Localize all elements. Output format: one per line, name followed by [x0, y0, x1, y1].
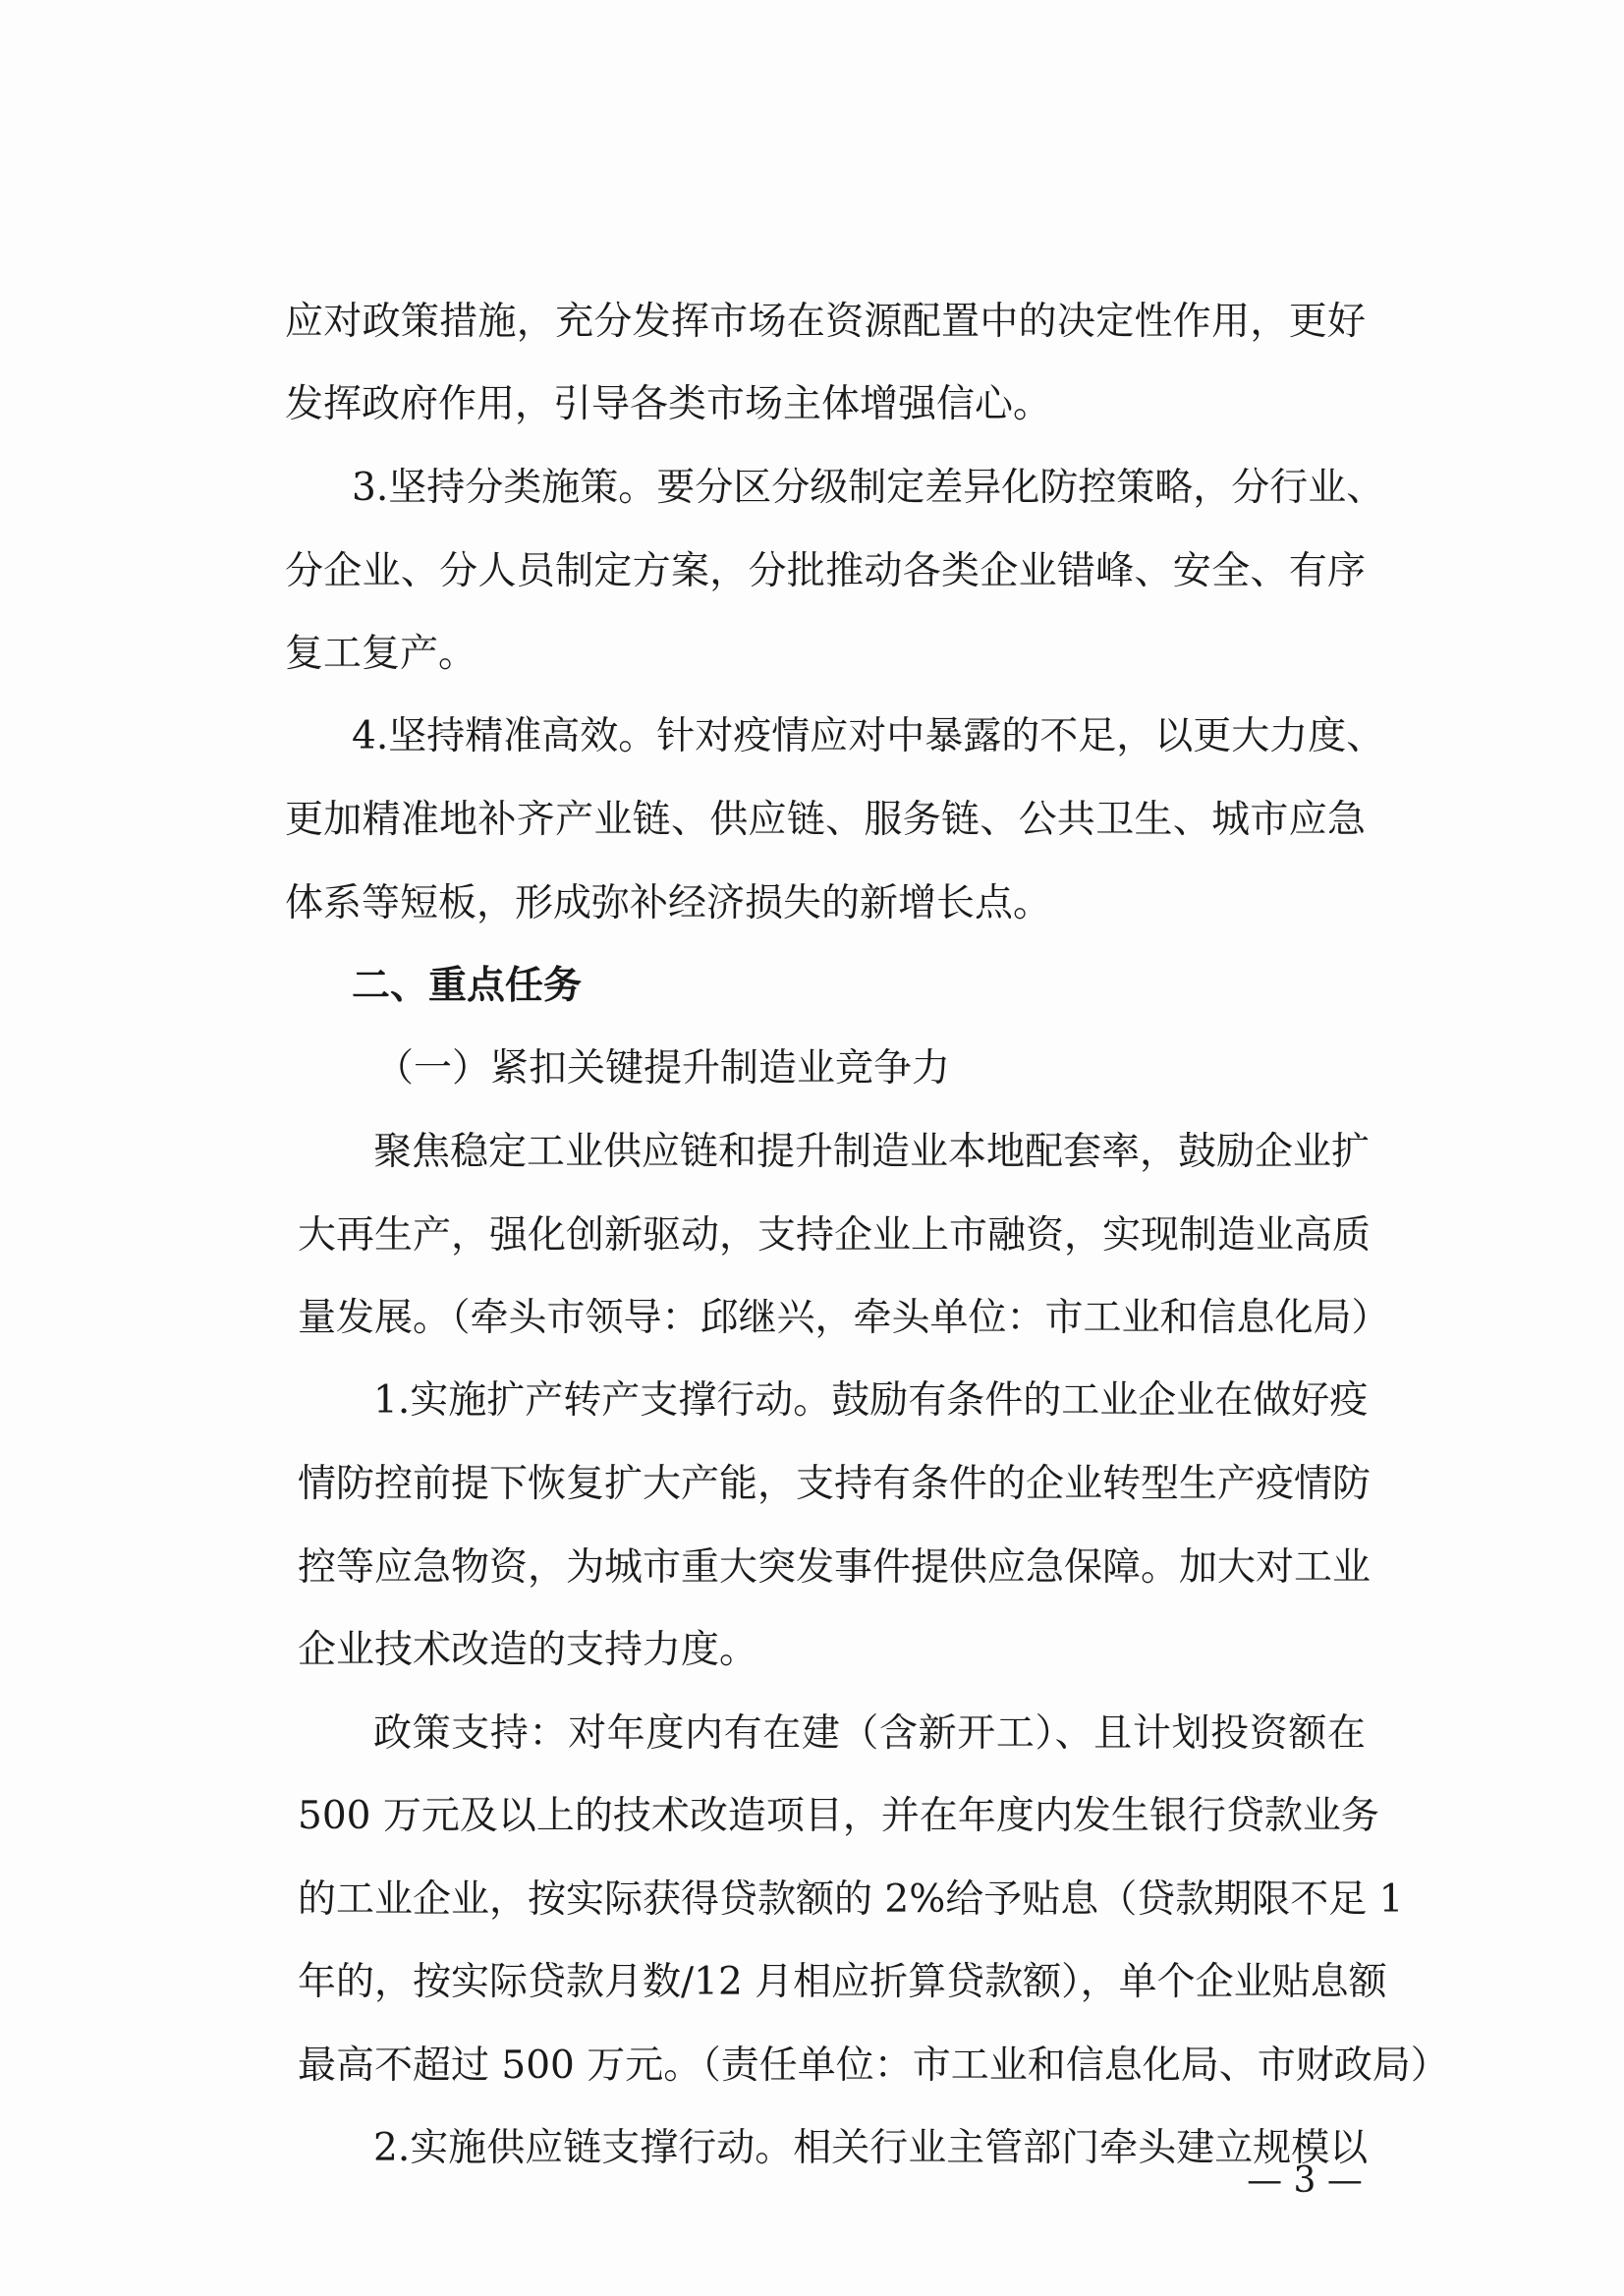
- text-line: 控等应急物资，为城市重大突发事件提供应急保障。加大对工业: [298, 1545, 1372, 1590]
- text-line: 发挥政府作用，引导各类市场主体增强信心。: [285, 382, 1052, 426]
- text-line: 最高不超过 500 万元。（责任单位：市工业和信息化局、市财政局）: [298, 2044, 1449, 2088]
- subsection-heading: （一）紧扣关键提升制造业竞争力: [375, 1046, 951, 1091]
- text-line: 企业技术改造的支持力度。: [298, 1628, 758, 1672]
- page-number: — 3 —: [1247, 2160, 1363, 2201]
- text-line: 的工业企业，按实际获得贷款额的 2%给予贴息（贷款期限不足 1: [298, 1877, 1404, 1922]
- text-line: 应对政策措施，充分发挥市场在资源配置中的决定性作用，更好: [285, 300, 1366, 344]
- text-line: 3.坚持分类施策。要分区分级制定差异化防控策略，分行业、: [352, 466, 1385, 510]
- text-line: 2.实施供应链支撑行动。相关行业主管部门牵头建立规模以: [373, 2126, 1369, 2170]
- text-line: 体系等短板，形成弥补经济损失的新增长点。: [285, 881, 1052, 925]
- text-line: 更加精准地补齐产业链、供应链、服务链、公共卫生、城市应急: [285, 798, 1366, 842]
- text-line: 情防控前提下恢复扩大产能，支持有条件的企业转型生产疫情防: [298, 1462, 1372, 1506]
- text-line: 年的，按实际贷款月数/12 月相应折算贷款额），单个企业贴息额: [298, 1960, 1387, 2004]
- text-line: 聚焦稳定工业供应链和提升制造业本地配套率，鼓励企业扩: [373, 1130, 1371, 1174]
- text-line: 1.实施扩产转产支撑行动。鼓励有条件的工业企业在做好疫: [373, 1378, 1369, 1423]
- section-heading: 二、重点任务: [352, 964, 583, 1008]
- text-line: 政策支持：对年度内有在建（含新开工）、且计划投资额在: [373, 1711, 1366, 1756]
- text-line: 500 万元及以上的技术改造项目，并在年度内发生银行贷款业务: [298, 1794, 1379, 1838]
- text-line: 大再生产，强化创新驱动，支持企业上市融资，实现制造业高质: [298, 1213, 1372, 1258]
- text-line: 复工复产。: [285, 632, 477, 676]
- text-line: 量发展。（牵头市领导：邱继兴，牵头单位：市工业和信息化局）: [298, 1296, 1390, 1340]
- text-line: 4.坚持精准高效。针对疫情应对中暴露的不足，以更大力度、: [352, 714, 1385, 758]
- text-line: 分企业、分人员制定方案，分批推动各类企业错峰、安全、有序: [285, 549, 1366, 593]
